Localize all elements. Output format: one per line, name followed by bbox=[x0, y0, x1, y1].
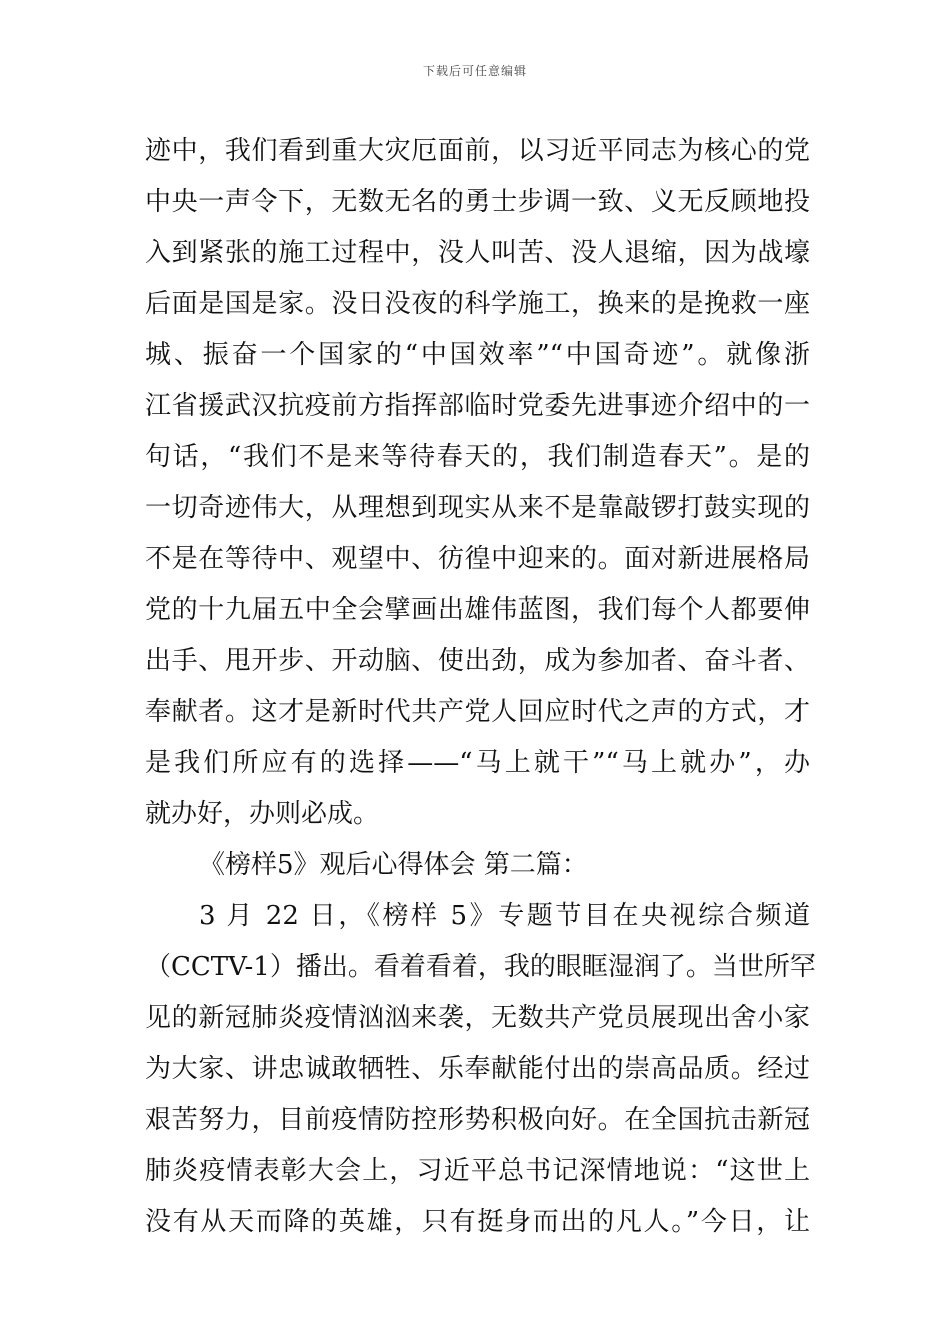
paragraph-line: 肺炎疫情表彰大会上，习近平总书记深情地说：“这世上 bbox=[145, 1156, 810, 1186]
paragraph-line: 艰苦努力，目前疫情防控形势积极向好。在全国抗击新冠 bbox=[145, 1105, 810, 1135]
paragraph-line: 奉献者。这才是新时代共产党人回应时代之声的方式，才 bbox=[145, 697, 810, 727]
paragraph-line: 出手、甩开步、开动脑、使出劲，成为参加者、奋斗者、 bbox=[145, 646, 810, 676]
paragraph-line: 迹中，我们看到重大灾厄面前，以习近平同志为核心的党 bbox=[145, 136, 810, 166]
paragraph-line: 江省援武汉抗疫前方指挥部临时党委先进事迹介绍中的一 bbox=[145, 391, 810, 421]
paragraph-line: 党的十九届五中全会擘画出雄伟蓝图，我们每个人都要伸 bbox=[145, 595, 810, 625]
paragraph-line: 城、振奋一个国家的“中国效率”“中国奇迹”。就像浙 bbox=[145, 340, 810, 370]
body-text bbox=[145, 126, 816, 1248]
section-heading: 《榜样5》观后心得体会 第二篇： bbox=[199, 850, 588, 880]
paragraph-line: 入到紧张的施工过程中，没人叫苦、没人退缩，因为战壕 bbox=[145, 238, 810, 268]
page-header: 下载后可任意编辑 bbox=[422, 64, 527, 78]
paragraph-line: 句话，“我们不是来等待春天的，我们制造春天”。是的 bbox=[145, 442, 810, 472]
paragraph-line: 见的新冠肺炎疫情汹汹来袭，无数共产党员展现出舍小家 bbox=[145, 1003, 810, 1033]
paragraph-line: 中央一声令下，无数无名的勇士步调一致、义无反顾地投 bbox=[145, 187, 810, 217]
paragraph-line: 没有从天而降的英雄，只有挺身而出的凡人。”今日，让 bbox=[145, 1207, 810, 1237]
paragraph-line: 后面是国是家。没日没夜的科学施工，换来的是挽救一座 bbox=[145, 289, 810, 319]
paragraph-line: 不是在等待中、观望中、彷徨中迎来的。面对新进展格局 bbox=[145, 544, 810, 574]
paragraph-line: 为大家、讲忠诚敢牺牲、乐奉献能付出的崇高品质。经过 bbox=[145, 1054, 810, 1084]
paragraph-line: 一切奇迹伟大，从理想到现实从来不是靠敲锣打鼓实现的 bbox=[145, 493, 810, 523]
paragraph-line: 是我们所应有的选择——“马上就干”“马上就办”，办 bbox=[145, 748, 810, 778]
paragraph-line: 3 月 22 日，《榜样 5》专题节目在央视综合频道 bbox=[199, 901, 810, 931]
paragraph-line: （CCTV-1）播出。看着看着，我的眼眶湿润了。当世所罕 bbox=[145, 952, 816, 982]
paragraph-line: 就办好，办则必成。 bbox=[145, 799, 380, 829]
